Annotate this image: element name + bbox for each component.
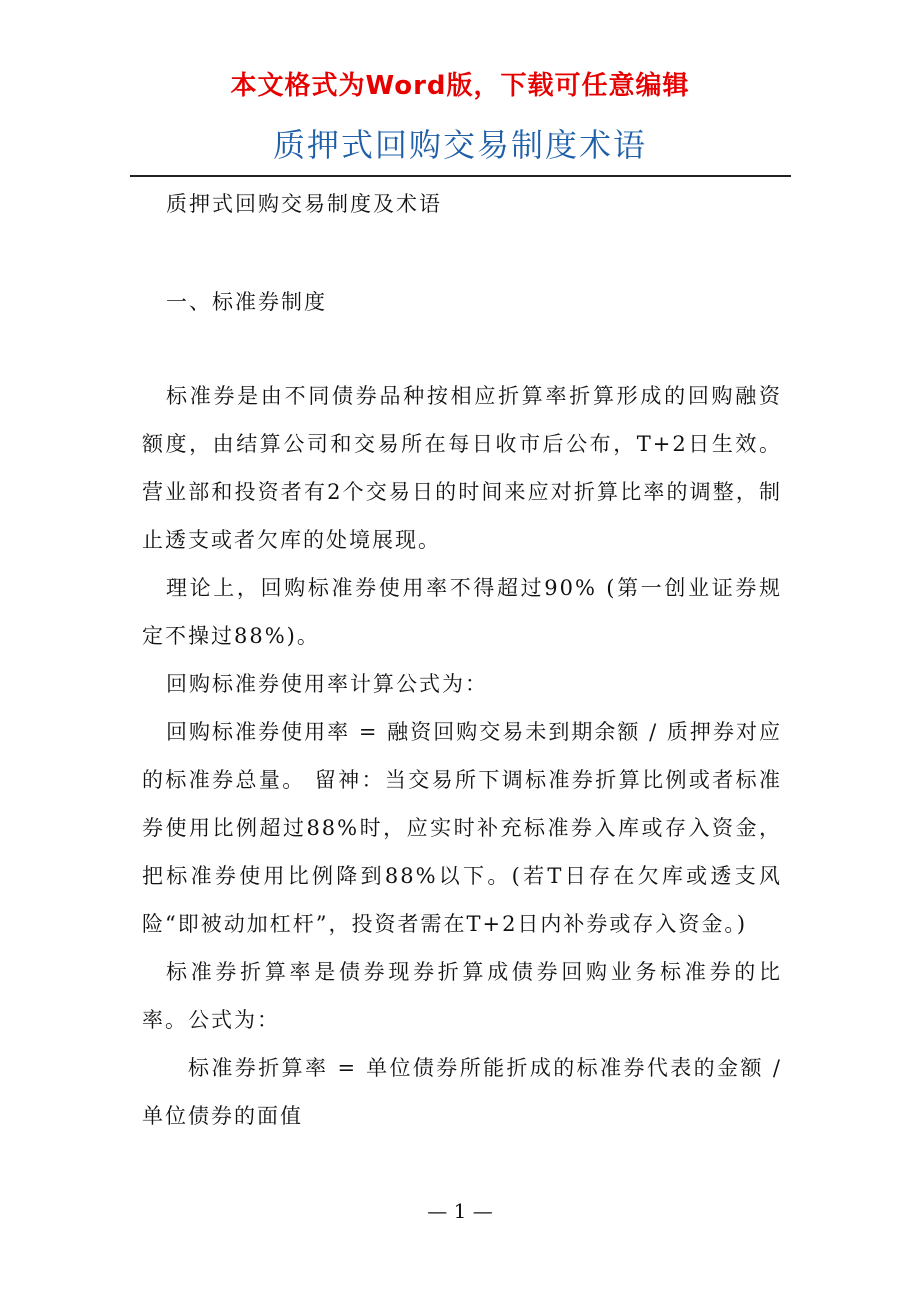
paragraph-usage-limit: 理论上，回购标准券使用率不得超过90% (第一创业证券规定不操过88%)。 bbox=[142, 576, 782, 648]
paragraph-conversion-rate: 标准券折算率是债券现券折算成债券回购业务标准券的比率。公式为： bbox=[142, 960, 782, 1032]
paragraph-conversion-formula: 标准券折算率 = 单位债券所能折成的标准券代表的金额 / 单位债券的面值 bbox=[142, 1056, 782, 1128]
paragraph-standard-bond-definition: 标准券是由不同债券品种按相应折算率折算形成的回购融资额度，由结算公司和交易所在每日收市后公布，T+2日生效。营业部和投资者有2个交易日的时间来应对折算比率的调整，制止透支或者欠库的处境展现。 bbox=[142, 384, 782, 552]
section-heading: 一、标准券制度 bbox=[166, 290, 327, 314]
page-title: 质押式回购交易制度术语 bbox=[272, 126, 647, 164]
paragraph-formula-intro: 回购标准券使用率计算公式为： bbox=[166, 672, 488, 696]
document-body bbox=[142, 180, 782, 1140]
spacer bbox=[142, 228, 782, 278]
paragraph-usage-formula: 回购标准券使用率 = 融资回购交易未到期余额 / 质押券对应的标准券总量。 留神：当交易所下调标准券折算比例或者标准券使用比例超过88%时，应实时补充标准券入库或存入资金，把标准券使用比例降到88%以下。(若T日存在欠库或透支风险“即被动加杠杆”，投资者需在T+2日内补券或存入资金。) bbox=[142, 720, 782, 936]
page-number: — 1 — bbox=[427, 1199, 493, 1223]
title-divider bbox=[130, 175, 791, 177]
document-subtitle: 质押式回购交易制度及术语 bbox=[166, 192, 442, 216]
download-banner: 本文格式为Word版，下载可任意编辑 bbox=[230, 71, 690, 101]
spacer bbox=[142, 326, 782, 372]
